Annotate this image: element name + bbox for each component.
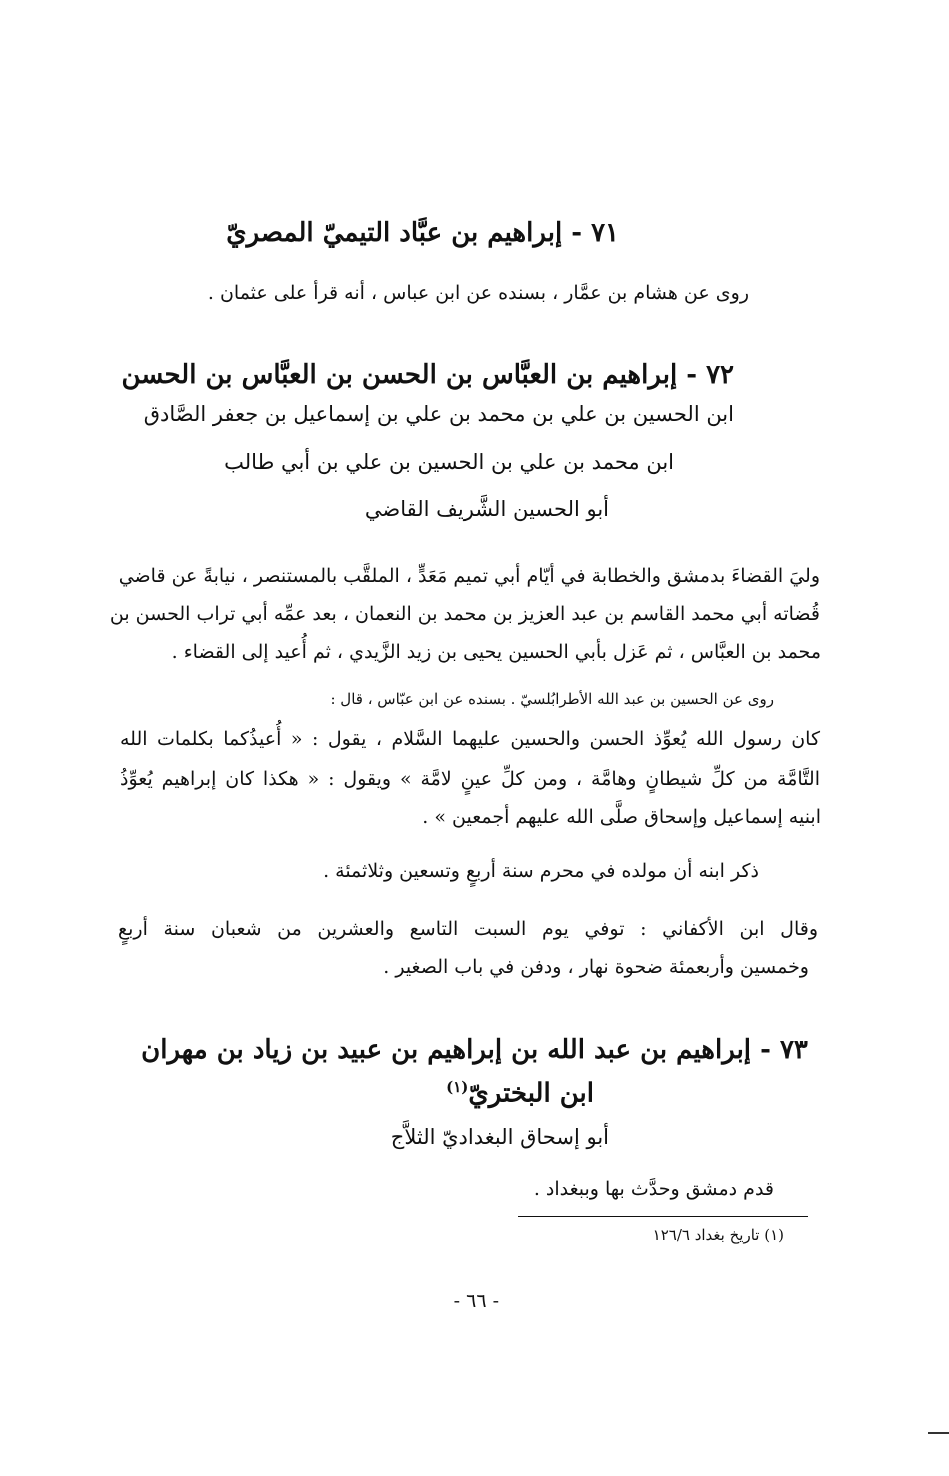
hadith-line-2: التَّامَّة من كلِّ شيطانٍ وهامَّة ، ومن كلِّ عينٍ لامَّة » ويقول : « هكذا كان إبراهيم يُعوِّذُ: [120, 768, 820, 790]
birth-note: ذكر ابنه أن مولده في محرم سنة أربعٍ وتسعين وثلاثمئة .: [323, 860, 759, 882]
footnote-marker: (١): [446, 1078, 469, 1096]
entry-72-paragraph-line-2: قُضاته أبي محمد القاسم بن عبد العزيز بن محمد بن النعمان ، بعد عمِّه أبي تراب الحسن بن: [109, 603, 820, 625]
entry-72-lineage-2: ابن محمد بن علي بن الحسين بن علي بن أبي طالب: [224, 450, 674, 474]
entry-72-lineage-1: ابن الحسين بن علي بن محمد بن علي بن إسماعيل بن جعفر الصَّادق: [143, 402, 734, 426]
scan-edge-mark: [928, 1432, 949, 1434]
entry-72-kunya: أبو الحسين الشَّريف القاضي: [364, 497, 609, 521]
entry-72-heading: ٧٢ - إبراهيم بن العبَّاس بن الحسن بن العبَّاس بن الحسن: [121, 360, 734, 390]
entry-72-paragraph-line-1: وليَ القضاءَ بدمشق والخطابة في أيّام أبي تميم مَعَدٍّ ، الملقَّب بالمستنصر ، نيابةً عن قاضي: [118, 565, 820, 587]
footnote-separator: [518, 1216, 808, 1217]
entry-73-heading-name: ابن البختريّ: [468, 1078, 594, 1109]
page-number: - ٦٦ -: [453, 1290, 499, 1312]
entry-73-text: قدم دمشق وحدَّث بها وببغداد .: [533, 1178, 774, 1200]
footnote: (١) تاريخ بغداد ١٢٦/٦: [652, 1226, 784, 1244]
entry-72-paragraph-line-3: محمد بن العبَّاس ، ثم عَزل بأبي الحسين يحيى بن زيد الزَّيدي ، ثم أُعيد إلى القضاء .: [171, 641, 821, 663]
entry-72-riwaya: روى عن الحسين بن عبد الله الأطرابُلسيّ . بسنده عن ابن عبّاس ، قال :: [330, 690, 774, 708]
entry-73-heading-line-2: [446, 1078, 594, 1109]
entry-71-text: روى عن هشام بن عمَّار ، بسنده عن ابن عباس ، أنه قرأ على عثمان .: [207, 282, 749, 304]
death-note-line-1: وقال ابن الأكفاني : توفي يوم السبت التاسع والعشرين من شعبان سنة أربعٍ: [118, 918, 818, 940]
entry-73-heading-line-1: ٧٣ - إبراهيم بن عبد الله بن إبراهيم بن عبيد بن زياد بن مهران: [141, 1035, 808, 1065]
hadith-line-3: ابنيه إسماعيل وإسحاق صلَّى الله عليهم أجمعين » .: [422, 806, 821, 828]
death-note-line-2: وخمسين وأربعمئة ضحوة نهار ، ودفن في باب الصغير .: [383, 956, 809, 978]
entry-71-heading: ٧١ - إبراهيم بن عبَّاد التيميّ المصريّ: [226, 218, 619, 248]
entry-73-kunya: أبو إسحاق البغداديّ الثلاَّج: [390, 1125, 609, 1149]
hadith-line-1: كان رسول الله يُعوِّذ الحسن والحسين عليهما السَّلام ، يقول : « أُعيذُكما بكلمات الله: [120, 728, 820, 750]
